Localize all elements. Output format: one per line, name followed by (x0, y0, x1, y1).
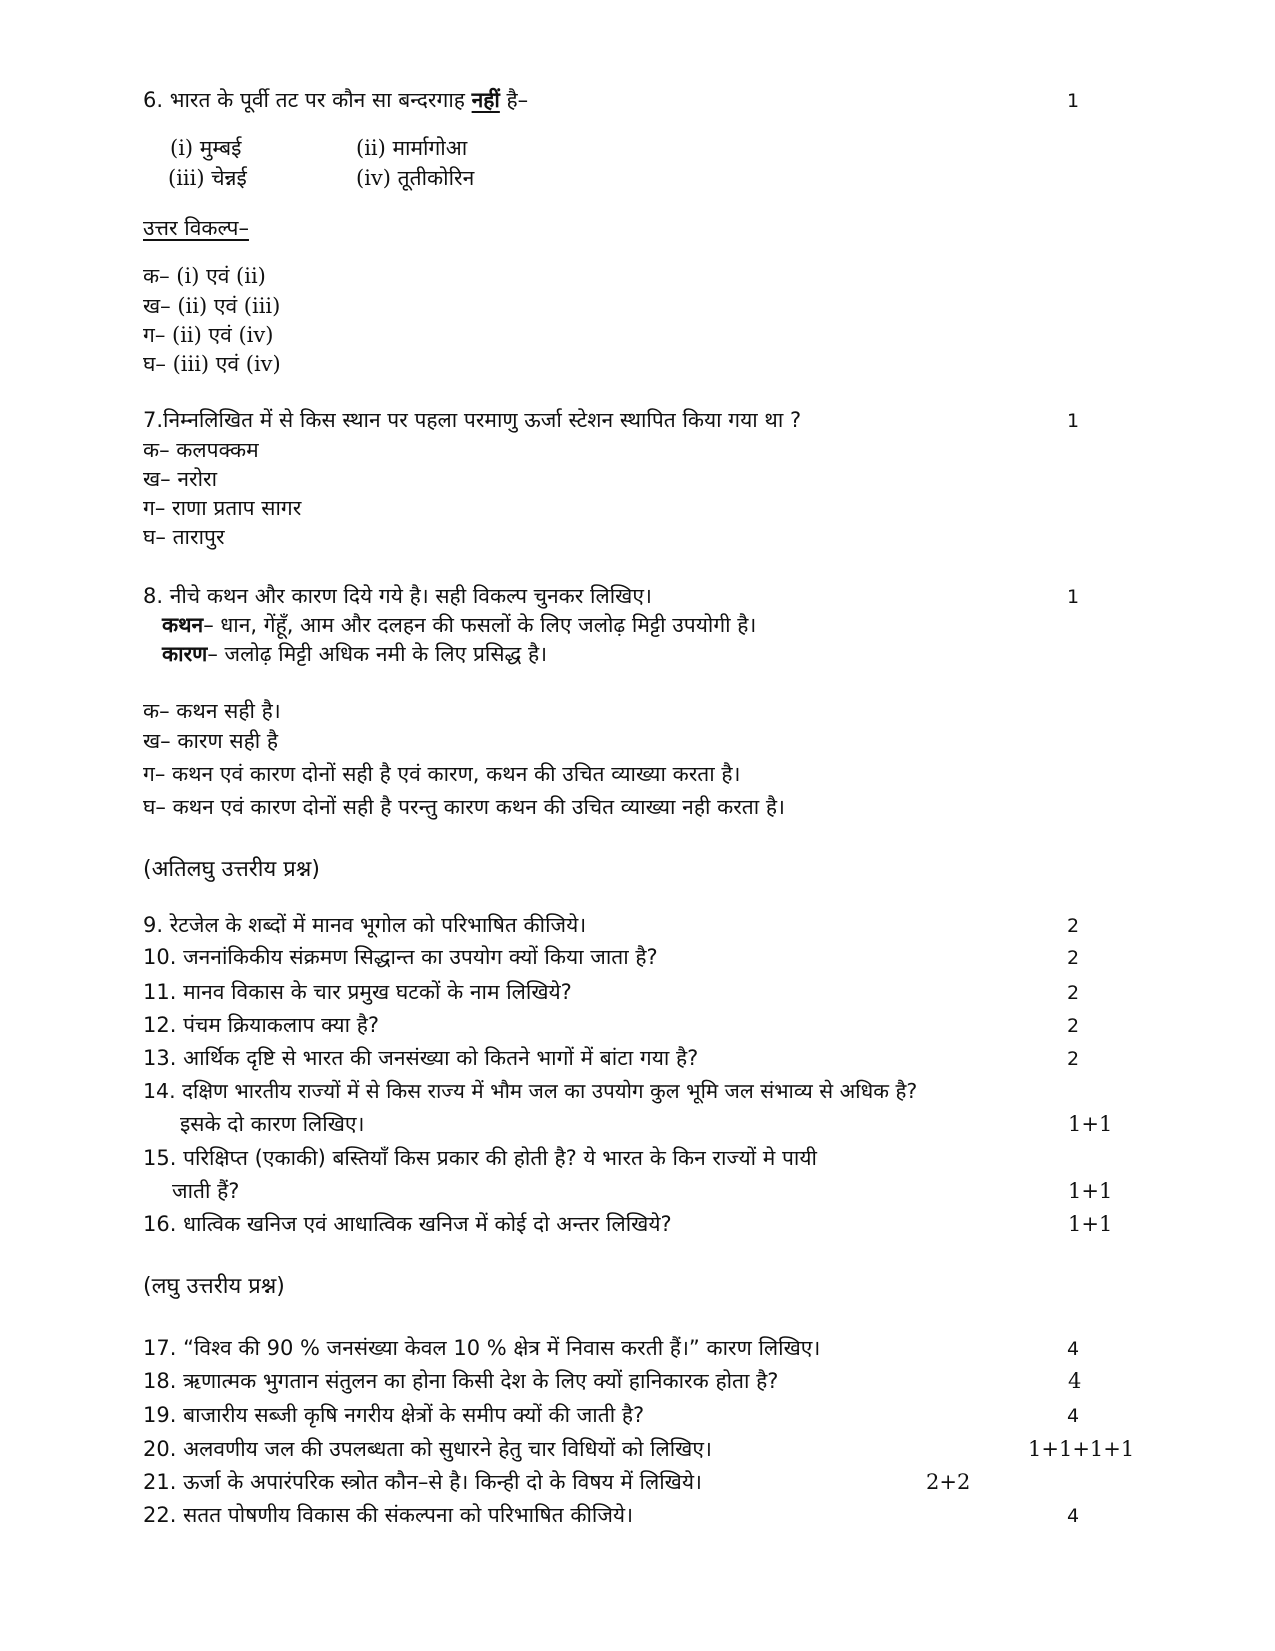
question-15: 15. परिक्षिप्त (एकाकी) बस्तियाँ किस प्रकार की होती है? ये भारत के किन राज्यों मे पायी (143, 1146, 817, 1170)
q6-answer-1: क– (i) एवं (ii) (143, 264, 266, 288)
q6-answer-4: घ– (iii) एवं (iv) (143, 352, 281, 376)
question-13-marks: 2 (1067, 1048, 1080, 1070)
q8-reason-label: कारण (162, 642, 208, 666)
question-19-marks: 4 (1067, 1405, 1080, 1427)
question-21-marks: 2+2 (926, 1470, 971, 1494)
question-9: 9. रेटजेल के शब्दों में मानव भूगोल को परिभाषित कीजिये। (143, 913, 587, 937)
q8-option-4: घ– कथन एवं कारण दोनों सही है परन्तु कारण कथन की उचित व्याख्या नही करता है। (143, 795, 785, 819)
question-15-continued: जाती हैं? (172, 1179, 240, 1203)
q7-option-3: ग– राणा प्रताप सागर (143, 496, 302, 520)
question-9-marks: 2 (1067, 915, 1080, 937)
question-22: 22. सतत पोषणीय विकास की संकल्पना को परिभाषित कीजिये। (143, 1503, 634, 1527)
q8-option-3: ग– कथन एवं कारण दोनों सही है एवं कारण, कथन की उचित व्याख्या करता है। (143, 762, 741, 786)
question-22-marks: 4 (1067, 1505, 1080, 1527)
question-20: 20. अलवणीय जल की उपलब्धता को सुधारने हेतु चार विधियों को लिखिए। (143, 1437, 712, 1461)
question-11: 11. मानव विकास के चार प्रमुख घटकों के नाम लिखिये? (143, 980, 572, 1004)
q8-statement: कथन– धान, गेंहूँ, आम और दलहन की फसलों के लिए जलोढ़ मिट्टी उपयोगी है। (162, 613, 757, 637)
question-16: 16. धात्विक खनिज एवं आधात्विक खनिज में कोई दो अन्तर लिखिये? (143, 1212, 672, 1236)
question-10: 10. जननांकिकीय संक्रमण सिद्धान्त का उपयोग क्यों किया जाता है? (143, 945, 658, 969)
question-12-marks: 2 (1067, 1015, 1080, 1037)
question-14-continued: इसके दो कारण लिखिए। (180, 1112, 365, 1136)
q8-option-1: क– कथन सही है। (143, 699, 281, 723)
q8-reason: कारण– जलोढ़ मिट्टी अधिक नमी के लिए प्रसिद्ध है। (162, 642, 548, 666)
q7-question: 7.निम्नलिखित में से किस स्थान पर पहला परमाणु ऊर्जा स्टेशन स्थापित किया गया था ? (143, 408, 802, 432)
question-11-marks: 2 (1067, 982, 1080, 1004)
q7-option-4: घ– तारापुर (143, 525, 225, 549)
q6-answer-2: ख– (ii) एवं (iii) (143, 294, 281, 318)
question-21: 21. ऊर्जा के अपारंपरिक स्त्रोत कौन–से है। किन्ही दो के विषय में लिखिये। (143, 1470, 702, 1494)
question-20-marks: 1+1+1+1 (1028, 1437, 1135, 1461)
question-18-marks: 4 (1068, 1369, 1082, 1393)
q7-option-1: क– कलपक्कम (143, 438, 259, 462)
question-14-marks: 1+1 (1068, 1112, 1113, 1136)
question-17-marks: 4 (1067, 1338, 1080, 1360)
question-18: 18. ऋणात्मक भुगतान संतुलन का होना किसी देश के लिए क्यों हानिकारक होता है? (143, 1369, 779, 1393)
question-16-marks: 1+1 (1068, 1212, 1113, 1236)
q7-marks: 1 (1067, 410, 1080, 432)
q6-choice-3: (iii) चेन्नई (168, 166, 247, 190)
q6-answer-3: ग– (ii) एवं (iv) (143, 323, 274, 347)
question-14: 14. दक्षिण भारतीय राज्यों में से किस राज्य में भौम जल का उपयोग कुल भूमि जल संभाव्य से अधिक है? (143, 1079, 918, 1103)
q6-marks: 1 (1067, 90, 1080, 112)
q8-marks: 1 (1067, 586, 1080, 608)
q8-option-2: ख– कारण सही है (143, 729, 278, 753)
question-17: 17. “विश्व की 90 % जनसंख्या केवल 10 % क्षेत्र में निवास करती हैं।” कारण लिखिए। (143, 1336, 821, 1360)
section-heading-short: (लघु उत्तरीय प्रश्न) (143, 1274, 285, 1299)
question-10-marks: 2 (1067, 947, 1080, 969)
question-19: 19. बाजारीय सब्जी कृषि नगरीय क्षेत्रों के समीप क्यों की जाती है? (143, 1403, 645, 1427)
q6-choice-2: (ii) मार्मागोआ (356, 136, 468, 160)
answer-options-heading: उत्तर विकल्प– (143, 216, 249, 240)
section-heading-very-short: (अतिलघु उत्तरीय प्रश्न) (143, 857, 320, 882)
q8-statement-label: कथन (162, 613, 204, 637)
q6-emphasis: नहीं (471, 88, 500, 112)
q6-choice-1: (i) मुम्बई (170, 136, 242, 160)
q6-question: 6. भारत के पूर्वी तट पर कौन सा बन्दरगाह नहीं है– (143, 88, 529, 112)
q8-question: 8. नीचे कथन और कारण दिये गये है। सही विकल्प चुनकर लिखिए। (143, 584, 652, 608)
question-13: 13. आर्थिक दृष्टि से भारत की जनसंख्या को कितने भागों में बांटा गया है? (143, 1046, 699, 1070)
question-12: 12. पंचम क्रियाकलाप क्या है? (143, 1013, 379, 1037)
question-15-marks: 1+1 (1068, 1179, 1113, 1203)
q6-choice-4: (iv) तूतीकोरिन (356, 166, 475, 190)
q7-option-2: ख– नरोरा (143, 467, 218, 491)
